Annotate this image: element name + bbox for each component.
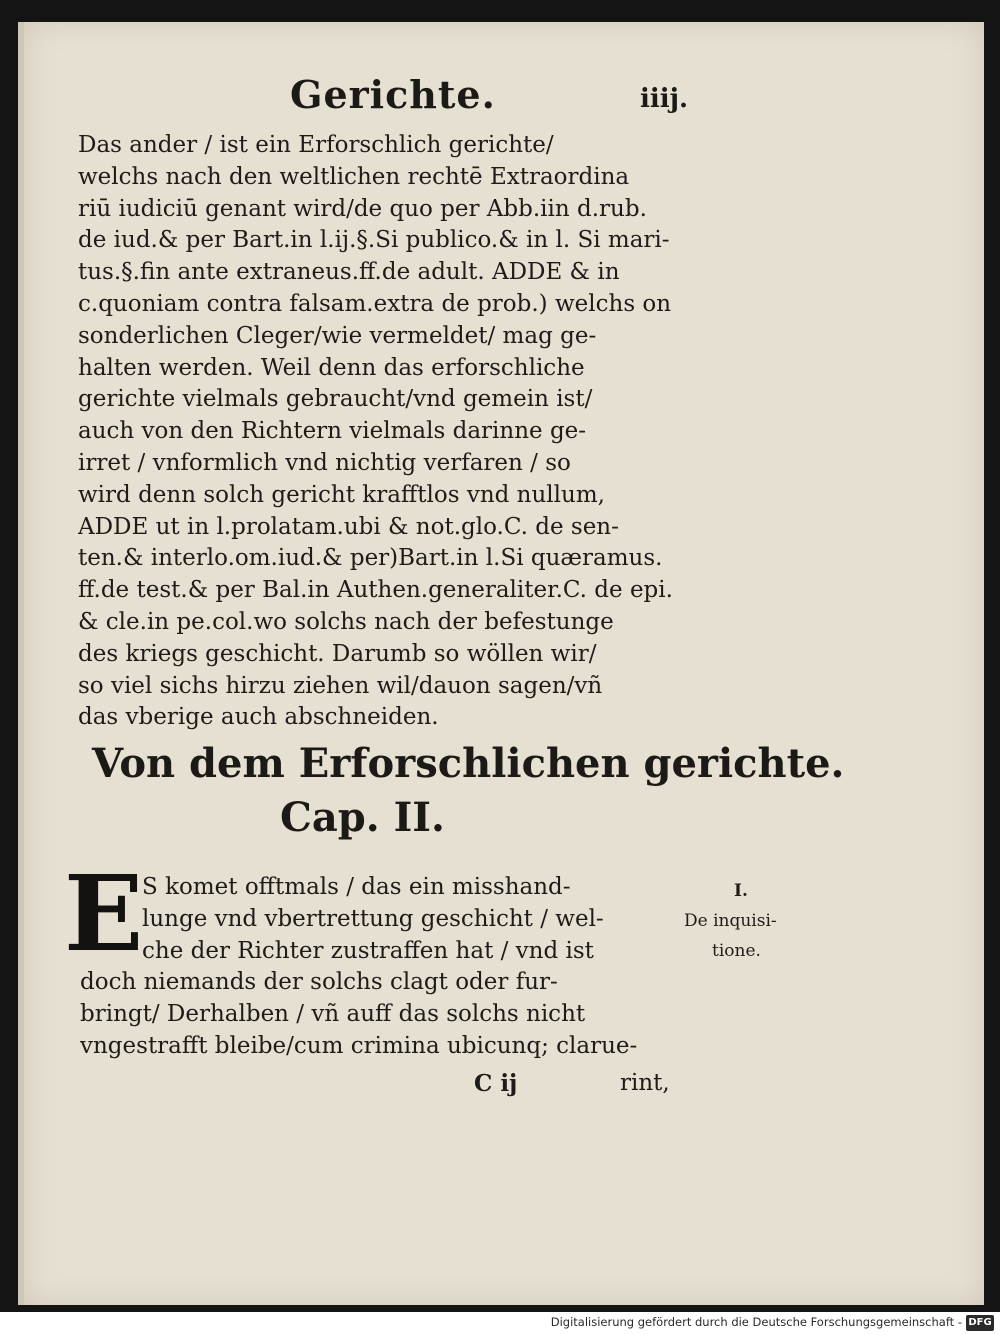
text-line: doch niemands der solchs clagt oder fur-	[80, 969, 558, 996]
text-line: & cle.in pe.col.wo solchs nach der befestunge	[78, 608, 614, 635]
text-line: ADDE ut in l.prolatam.ubi & not.glo.C. de sen-	[78, 513, 619, 540]
text-line: gerichte vielmals gebraucht/vnd gemein ist/	[78, 386, 593, 413]
footer-credit: Digitalisierung gefördert durch die Deutsche Forschungsgemeinschaft -	[550, 1315, 962, 1329]
signature-mark: C ij	[474, 1070, 518, 1097]
text-line: Das ander / ist ein Erforschlich gerichte/	[78, 132, 554, 158]
text-line: welchs nach den weltlichen rechtē Extraordina	[78, 163, 630, 190]
text-line: auch von den Richtern vielmals darinne ge-	[78, 418, 587, 445]
text-line: c.quoniam contra falsam.extra de prob.) welchs on	[78, 290, 672, 317]
text-line: S komet offtmals / das ein misshand-	[142, 874, 571, 900]
paragraph-2	[80, 872, 680, 1063]
text-line: vngestrafft bleibe/cum crimina ubicunq; clarue-	[80, 1032, 638, 1059]
text-line: so viel sichs hirzu ziehen wil/dauon sagen/vñ	[78, 672, 603, 699]
text-line: sonderlichen Cleger/wie vermeldet/ mag ge-	[78, 322, 597, 349]
marginal-number: I.	[734, 881, 748, 901]
text-line: che der Richter zustraffen hat / vnd ist	[142, 937, 594, 964]
text-line: lunge vnd vbertrettung geschicht / wel-	[142, 905, 604, 932]
text-line: irret / vnformlich vnd nichtig verfaren / so	[78, 449, 571, 476]
footer-bar	[0, 1312, 1000, 1335]
text-line: tus.§.fin ante extraneus.ff.de adult. ADDE & in	[78, 259, 620, 286]
text-line: ten.& interlo.om.iud.& per)Bart.in l.Si quæramus.	[78, 545, 663, 572]
text-line: wird denn solch gericht krafftlos vnd nullum,	[78, 481, 605, 508]
folio-number: iiij.	[640, 84, 689, 114]
catchword: rint,	[620, 1070, 670, 1096]
decorated-initial: E	[64, 852, 144, 975]
paragraph-1	[78, 130, 690, 734]
running-head: Gerichte.	[290, 72, 496, 117]
marginal-note	[684, 876, 804, 966]
marginal-line-1: De inquisi-	[684, 911, 777, 931]
text-line: des kriegs geschicht. Darumb so wöllen wir/	[78, 640, 597, 667]
text-line: riū iudiciū genant wird/de quo per Abb.iin d.rub.	[78, 195, 647, 222]
text-line: halten werden. Weil denn das erforschliche	[78, 354, 585, 381]
text-line: das vberige auch abschneiden.	[78, 704, 439, 731]
marginal-line-2: tione.	[712, 941, 761, 961]
chapter-heading: Von dem Erforschlichen gerichte.	[92, 740, 845, 787]
chapter-number: Cap. II.	[280, 794, 445, 841]
text-line: bringt/ Derhalben / vñ auff das solchs nicht	[80, 1001, 586, 1028]
text-line: ff.de test.& per Bal.in Authen.generaliter.C. de epi.	[78, 577, 673, 604]
dfg-logo-icon: DFG	[966, 1315, 994, 1331]
text-line: de iud.& per Bart.in l.ij.§.Si publico.& in l. Si mari-	[78, 227, 670, 254]
